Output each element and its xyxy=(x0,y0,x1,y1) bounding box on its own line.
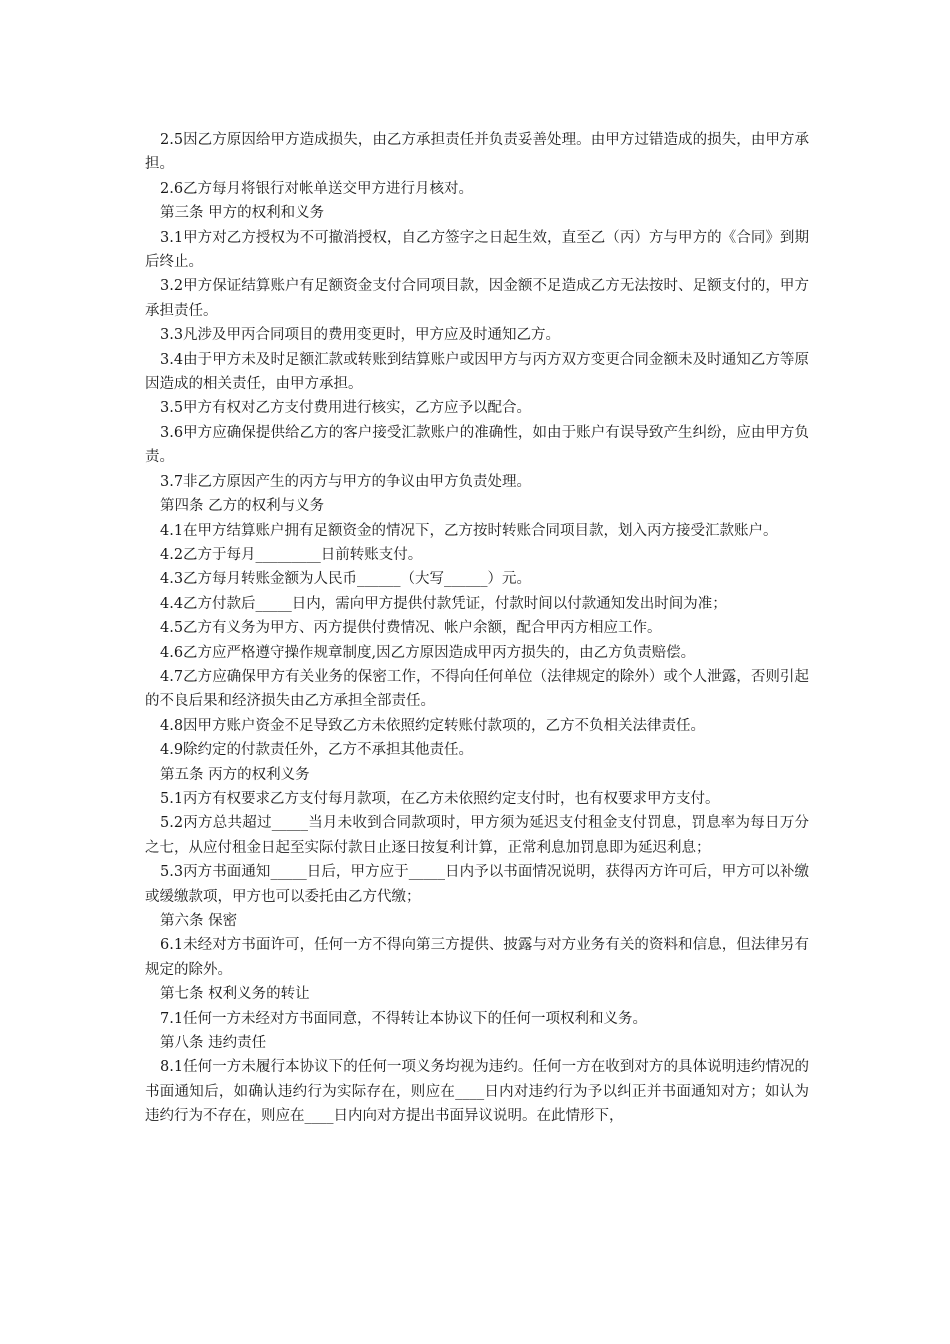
paragraph-7-1: 7.1任何一方未经对方书面同意，不得转让本协议下的任何一项权利和义务。 xyxy=(160,1010,648,1027)
paragraph-4-4: 4.4乙方付款后_____日内，需向甲方提供付款凭证，付款时间以付款通知发出时间为准； xyxy=(160,595,727,612)
paragraph-3-3: 3.3凡涉及甲丙合同项目的费用变更时，甲方应及时通知乙方。 xyxy=(160,327,561,344)
section-heading-3: 第三条 甲方的权利和义务 xyxy=(160,205,325,222)
section-heading-8: 第八条 违约责任 xyxy=(160,1035,267,1052)
document-page xyxy=(145,128,809,1129)
paragraph-4-9: 4.9除约定的付款责任外，乙方不承担其他责任。 xyxy=(160,742,474,759)
paragraph-5-3: 5.3丙方书面通知_____日后，甲方应于_____日内予以书面情况说明，获得丙方许可后，甲方可以补缴或缓缴款项，甲方也可以委托由乙方代缴； xyxy=(145,864,809,905)
paragraph-5-2: 5.2丙方总共超过_____当月未收到合同款项时，甲方须为延迟支付租金支付罚息，罚息率为每日万分之七，从应付租金日起至实际付款日止逐日按复利计算，正常利息加罚息即为延迟利息； xyxy=(145,815,809,856)
paragraph-3-4: 3.4由于甲方未及时足额汇款或转账到结算账户或因甲方与丙方双方变更合同金额未及时通知乙方等原因造成的相关责任，由甲方承担。 xyxy=(145,351,809,393)
section-heading-4: 第四条 乙方的权利与义务 xyxy=(160,498,325,515)
paragraph-2-5: 2.5因乙方原因给甲方造成损失，由乙方承担责任并负责妥善处理。由甲方过错造成的损失，由甲方承担。 xyxy=(145,132,809,173)
paragraph-4-5: 4.5乙方有义务为甲方、丙方提供付费情况、帐户余额，配合甲丙方相应工作。 xyxy=(160,620,662,637)
section-heading-5: 第五条 丙方的权利义务 xyxy=(160,766,310,783)
paragraph-8-1: 8.1任何一方未履行本协议下的任何一项义务均视为违约。任何一方在收到对方的具体说明违约情况的书面通知后，如确认违约行为实际存在，则应在____日内对违约行为予以纠正并书面通知对方；如认为违约行为不存在，则应在____日内向对方提出书面异议说明。在此情形下， xyxy=(145,1059,809,1125)
paragraph-2-6: 2.6乙方每月将银行对帐单送交甲方进行月核对。 xyxy=(160,180,474,197)
section-heading-6: 第六条 保密 xyxy=(160,913,238,929)
paragraph-6-1: 6.1未经对方书面许可，任何一方不得向第三方提供、披露与对方业务有关的资料和信息，但法律另有规定的除外。 xyxy=(145,937,809,978)
paragraph-3-7: 3.7非乙方原因产生的丙方与甲方的争议由甲方负责处理。 xyxy=(160,473,532,490)
section-heading-7: 第七条 权利义务的转让 xyxy=(160,986,310,1003)
paragraph-3-2: 3.2甲方保证结算账户有足额资金支付合同项目款，因金额不足造成乙方无法按时、足额支付的，甲方承担责任。 xyxy=(145,278,809,319)
paragraph-4-6: 4.6乙方应严格遵守操作规章制度,因乙方原因造成甲丙方损失的，由乙方负责赔偿。 xyxy=(160,644,696,661)
paragraph-4-3: 4.3乙方每月转账金额为人民币______（大写______）元。 xyxy=(160,571,532,588)
paragraph-3-1: 3.1甲方对乙方授权为不可撤消授权，自乙方签字之日起生效，直至乙（丙）方与甲方的《合同》到期后终止。 xyxy=(145,229,809,271)
paragraph-4-7: 4.7乙方应确保甲方有关业务的保密工作，不得向任何单位（法律规定的除外）或个人泄露，否则引起的不良后果和经济损失由乙方承担全部责任。 xyxy=(145,668,809,710)
paragraph-4-2: 4.2乙方于每月_________日前转账支付。 xyxy=(160,546,423,563)
paragraph-3-6: 3.6甲方应确保提供给乙方的客户接受汇款账户的准确性，如由于账户有误导致产生纠纷，应由甲方负责。 xyxy=(145,424,809,466)
paragraph-5-1: 5.1丙方有权要求乙方支付每月款项，在乙方未依照约定支付时，也有权要求甲方支付。 xyxy=(160,790,720,807)
paragraph-3-5: 3.5甲方有权对乙方支付费用进行核实，乙方应予以配合。 xyxy=(160,400,532,417)
paragraph-4-8: 4.8因甲方账户资金不足导致乙方未依照约定转账付款项的，乙方不负相关法律责任。 xyxy=(160,717,706,734)
paragraph-4-1: 4.1在甲方结算账户拥有足额资金的情况下，乙方按时转账合同项目款，划入丙方接受汇款账户。 xyxy=(160,522,778,539)
